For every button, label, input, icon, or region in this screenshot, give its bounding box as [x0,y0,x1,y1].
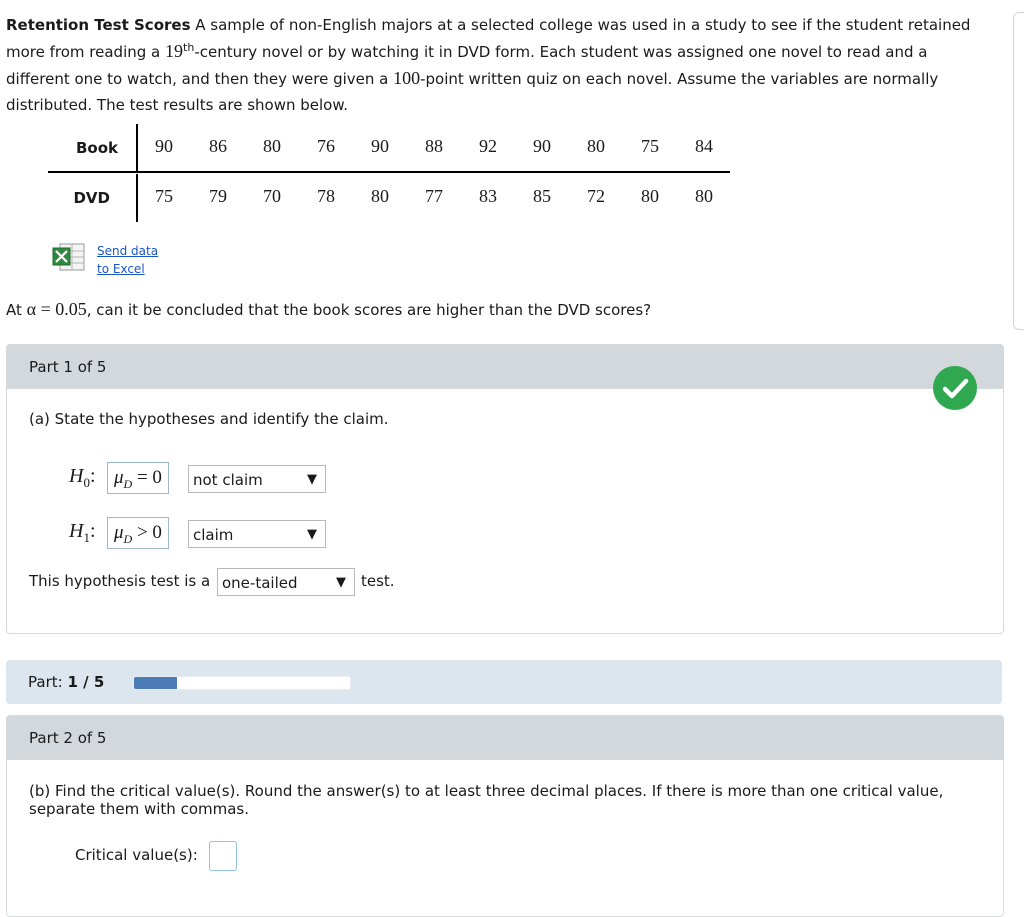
problem-text-1: A sample of non-English majors at a selected college was used in a study to see if the student retained more from reading a [6,16,971,61]
send-to-excel-link[interactable] [97,242,158,278]
side-panel-edge [1013,12,1024,330]
h0-label: $H_0$: [69,465,96,490]
problem-text-2: -century novel or by watching it in DVD form. Each student was assigned one novel to read and a different one to watch, and then they were given a [6,43,928,88]
part2-prompt: (b) Find the critical value(s). Round the answer(s) to at least three decimal places. If there is more than one critical value, separate them with commas. [29,782,944,818]
table-cell: 84 [695,136,713,156]
table-vertical-rule-top [136,124,138,172]
table-cell: 92 [479,136,497,156]
h1-label: $H_1$: [69,520,96,545]
problem-text-3: -point written quiz on each novel. Assume the variables are normally distributed. The test results are shown below. [6,70,939,114]
table-cell: 72 [587,186,605,206]
table-cell: 70 [263,186,281,206]
table-cell: 83 [479,186,497,206]
excel-link-line1[interactable]: Send data [97,244,159,258]
h1-expression-box[interactable]: $\mu_D > 0$ [107,517,169,549]
question-suffix: , can it be concluded that the book scores are higher than the DVD scores? [86,301,652,319]
progress-label: Part: 1 / 5 [28,673,105,691]
row-label-dvd: DVD [73,189,110,207]
triangle-down-icon: ▼ [307,472,317,487]
critical-value-input[interactable] [209,841,237,871]
h0-expression-box[interactable]: $\mu_D = 0$ [107,462,169,494]
alpha-value: 0.05 [55,299,87,319]
table-cell: 78 [317,186,335,206]
table-cell: 80 [587,136,605,156]
progress-bar [133,676,351,690]
table-cell: 77 [425,186,443,206]
table-cell: 75 [155,186,173,206]
test-type-prefix: This hypothesis test is a [29,572,211,590]
table-cell: 79 [209,186,227,206]
h0-relation: = 0 [132,467,162,488]
h1-claim-value: claim [193,526,234,544]
excel-link-line2[interactable]: to Excel [97,262,145,276]
critical-value-label: Critical value(s): [75,846,198,864]
check-icon [933,366,977,410]
problem-statement [6,12,991,118]
part1-prompt: (a) State the hypotheses and identify the claim. [29,410,389,428]
test-type-select[interactable] [217,568,355,596]
table-cell: 80 [371,186,389,206]
h1-relation: > 0 [132,522,162,543]
scores-table [48,124,738,224]
table-cell: 85 [533,186,551,206]
excel-icon[interactable] [52,242,86,274]
part2-header: Part 2 of 5 [7,716,1003,760]
triangle-down-icon: ▼ [336,575,346,590]
table-cell: 76 [317,136,335,156]
table-cell: 88 [425,136,443,156]
question-prefix: At [6,301,27,319]
row-label-book: Book [75,139,118,157]
table-cell: 80 [695,186,713,206]
alpha-symbol: α [26,299,37,319]
table-horizontal-rule [48,171,730,173]
table-vertical-rule-bottom [136,174,138,222]
progress-fill [134,677,177,689]
problem-title: Retention Test Scores [6,16,191,34]
table-cell: 90 [371,136,389,156]
question-text [6,299,651,320]
test-type-suffix: test. [361,572,395,590]
triangle-down-icon: ▼ [307,527,317,542]
alpha-equals: = [36,299,56,319]
test-type-value: one-tailed [222,574,298,592]
part1-header: Part 1 of 5 [7,345,1003,389]
h1-claim-select[interactable] [188,520,326,548]
table-cell: 75 [641,136,659,156]
table-cell: 80 [641,186,659,206]
table-cell: 90 [533,136,551,156]
h0-claim-select[interactable] [188,465,326,493]
table-cell: 80 [263,136,281,156]
century-number: 19 [165,41,184,61]
table-cell: 90 [155,136,173,156]
h0-claim-value: not claim [193,471,263,489]
points-number: 100 [393,68,421,88]
table-cell: 86 [209,136,227,156]
century-superscript: th [183,41,195,54]
